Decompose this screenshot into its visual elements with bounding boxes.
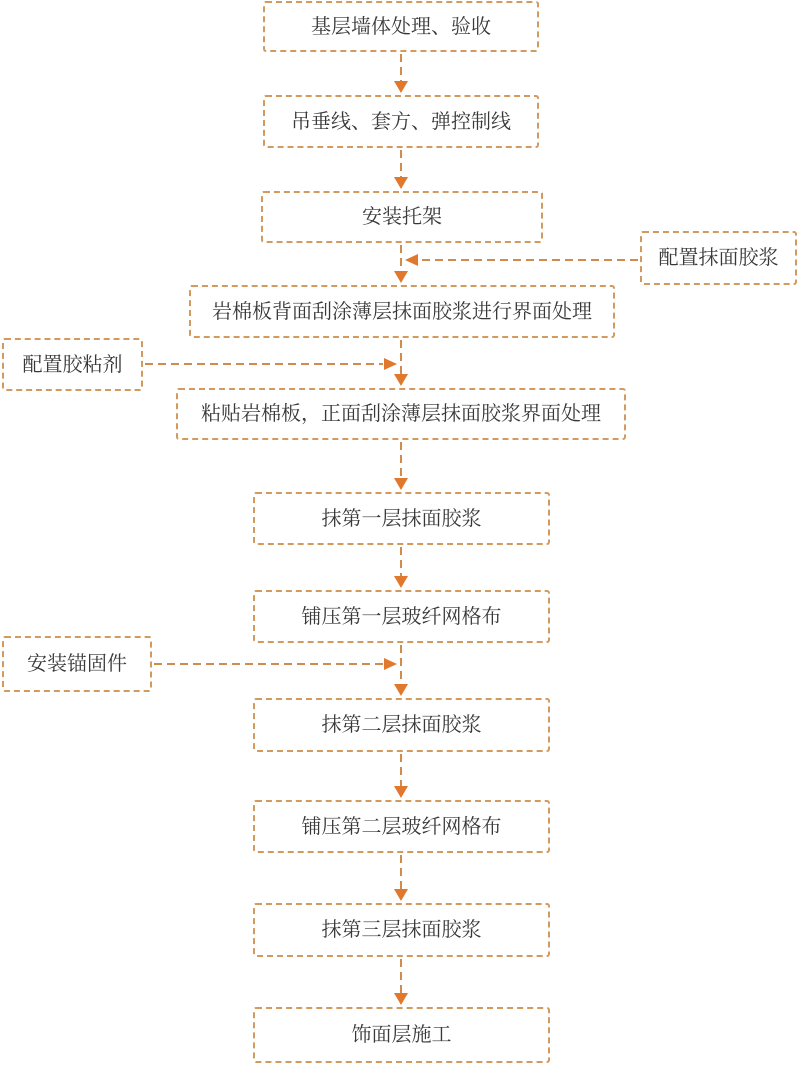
node-label: 抹第三层抹面胶浆	[321, 919, 482, 941]
arrow-n7-n8	[394, 645, 408, 696]
node-third-mortar-coat	[253, 903, 550, 957]
node-base-wall-treatment	[263, 1, 539, 52]
node-label: 安装锚固件	[27, 653, 127, 675]
node-label: 铺压第二层玻纤网格布	[301, 815, 502, 838]
node-second-fiberglass-mesh	[253, 800, 550, 853]
node-label: 抹第一层抹面胶浆	[321, 507, 482, 530]
arrow-n5-n6	[394, 442, 408, 490]
arrow-prepare-adhesive	[145, 358, 397, 370]
node-first-mortar-coat	[253, 492, 550, 545]
arrow-n1-n2	[394, 54, 408, 93]
arrow-n4-n5	[394, 340, 408, 386]
arrow-n3-n4	[394, 245, 408, 283]
node-label: 抹第二层抹面胶浆	[321, 714, 482, 736]
node-label: 配置胶粘剂	[22, 353, 123, 376]
node-label: 粘贴岩棉板，正面刮涂薄层抹面胶浆界面处理	[201, 403, 601, 425]
node-finish-layer	[253, 1007, 550, 1063]
node-label: 岩棉板背面刮涂薄层抹面胶浆进行界面处理	[212, 300, 592, 323]
node-install-bracket	[261, 191, 543, 243]
node-install-anchors	[2, 636, 152, 692]
node-first-fiberglass-mesh	[253, 590, 550, 643]
node-rockwool-back-interface-treatment	[189, 285, 615, 338]
arrow-n2-n3	[394, 150, 408, 189]
node-label: 饰面层施工	[351, 1024, 452, 1046]
node-label: 吊垂线、套方、弹控制线	[291, 110, 511, 133]
node-plumb-square-control-lines	[263, 95, 539, 148]
arrow-install-anchors	[154, 658, 397, 670]
arrow-n10-n11	[394, 959, 408, 1005]
node-prepare-adhesive	[2, 338, 143, 391]
arrow-prepare-plaster-mortar	[405, 254, 638, 266]
arrow-n8-n9	[394, 754, 408, 798]
node-label: 铺压第一层玻纤网格布	[301, 605, 502, 628]
node-paste-rockwool-front-interface-treatment	[176, 388, 626, 440]
arrow-n9-n10	[394, 855, 408, 901]
arrow-n6-n7	[394, 547, 408, 588]
node-label: 安装托架	[362, 206, 442, 228]
node-second-mortar-coat	[253, 698, 550, 752]
node-prepare-plaster-mortar	[640, 231, 797, 285]
node-label: 配置抹面胶浆	[658, 247, 779, 269]
node-label: 基层墙体处理、验收	[311, 15, 491, 38]
